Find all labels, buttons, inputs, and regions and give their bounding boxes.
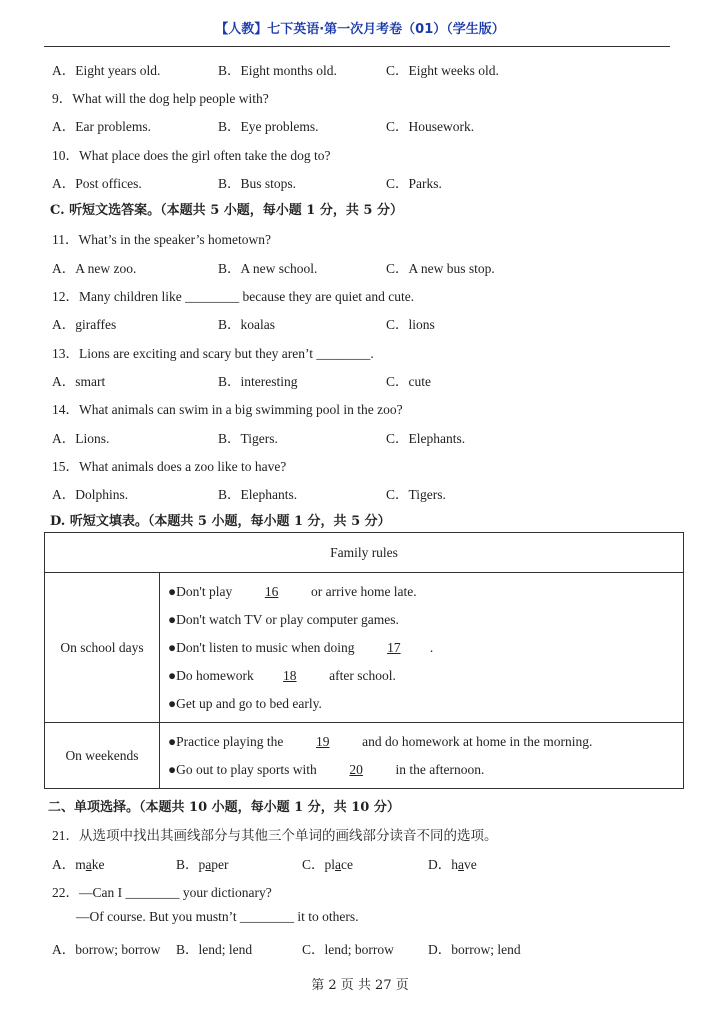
blank-16: 16 — [264, 583, 279, 599]
q10-option-b: B．Bus stops. — [218, 176, 297, 191]
q8-option-b: B．Eight months old. — [218, 63, 337, 78]
blank-17: 17 — [387, 639, 401, 655]
q21-option-d: D．have — [428, 857, 477, 872]
q15-option-c: C．Tigers. — [386, 487, 446, 502]
q21-option-a: A．make — [52, 857, 105, 872]
q15-question: 15．What animals does a zoo like to have? — [52, 459, 287, 474]
section-2-heading: 二、单项选择。（本题共 10 小题，每小题 1 分，共 10 分） — [48, 800, 400, 815]
q22-line-1: 22．—Can I ________ your dictionary? — [52, 885, 272, 900]
q21-option-c: C．place — [302, 857, 354, 872]
q15-option-a: A．Dolphins. — [52, 487, 129, 502]
section-c-heading: C. 听短文选答案。（本题共 5 小题，每小题 1 分，共 5 分） — [50, 203, 403, 218]
page-footer: 第 2 页 共 27 页 — [311, 978, 409, 993]
weekend-rules — [160, 723, 684, 789]
q22-option-c: C．lend; borrow — [302, 942, 394, 957]
q11-option-b: B．A new school. — [218, 261, 318, 276]
q12-question: 12．Many children like ________ because they are quiet and cute. — [52, 289, 415, 304]
q10-option-c: C．Parks. — [386, 176, 442, 191]
header-divider — [44, 46, 670, 47]
blank-18: 18 — [283, 667, 297, 683]
q13-option-b: B．interesting — [218, 374, 298, 389]
q15-option-b: B．Elephants. — [218, 487, 298, 502]
rule-19: ●Practice playing the 19 and do homework at home in the morning. — [160, 728, 683, 756]
rule-17: ●Don't listen to music when doing 17 . — [160, 634, 683, 662]
table-title: Family rules — [45, 533, 684, 573]
blank-19: 19 — [316, 733, 330, 749]
q11-question: 11．What’s in the speaker’s hometown? — [52, 232, 271, 247]
q11-option-a: A．A new zoo. — [52, 261, 137, 276]
q21-question: 21．从选项中找出其画线部分与其他三个单词的画线部分读音不同的选项。 — [52, 828, 498, 843]
q14-option-b: B．Tigers. — [218, 431, 278, 446]
q11-option-c: C．A new bus stop. — [386, 261, 495, 276]
section-d-heading: D. 听短文填表。（本题共 5 小题，每小题 1 分，共 5 分） — [50, 514, 391, 529]
blank-20: 20 — [349, 761, 363, 777]
q22-option-b: B．lend; lend — [176, 942, 253, 957]
q13-question: 13．Lions are exciting and scary but they aren’t ________. — [52, 346, 374, 361]
rule-bedtime: ●Get up and go to bed early. — [168, 695, 322, 711]
q22-option-d: D．borrow; lend — [428, 942, 521, 957]
q14-option-c: C．Elephants. — [386, 431, 466, 446]
q9-question: 9．What will the dog help people with? — [52, 91, 269, 106]
q9-option-b: B．Eye problems. — [218, 119, 319, 134]
q22-line-2: —Of course. But you mustn’t ________ it to others. — [76, 909, 359, 924]
rule-16: ●Don't play 16 or arrive home late. — [160, 578, 683, 606]
page-header: 【人教】七下英语·第一次月考卷（01）（学生版） — [215, 22, 505, 37]
rule-18: ●Do homework 18 after school. — [160, 662, 683, 690]
q8-option-c: C．Eight weeks old. — [386, 63, 499, 78]
q13-option-a: A．smart — [52, 374, 106, 389]
q21-option-b: B．paper — [176, 857, 229, 872]
school-days-label: On school days — [45, 573, 160, 723]
q12-option-a: A．giraffes — [52, 317, 117, 332]
q14-option-a: A．Lions. — [52, 431, 110, 446]
q9-option-c: C．Housework. — [386, 119, 475, 134]
q22-option-a: A．borrow; borrow — [52, 942, 161, 957]
rule-20: ●Go out to play sports with 20 in the afternoon. — [160, 756, 683, 784]
q10-option-a: A．Post offices. — [52, 176, 142, 191]
q12-option-b: B．koalas — [218, 317, 275, 332]
q10-question: 10．What place does the girl often take the dog to? — [52, 148, 331, 163]
q12-option-c: C．lions — [386, 317, 435, 332]
q8-option-a: A．Eight years old. — [52, 63, 161, 78]
rule-tv: ●Don't watch TV or play computer games. — [168, 611, 399, 627]
weekends-label: On weekends — [45, 723, 160, 789]
q13-option-c: C．cute — [386, 374, 431, 389]
q14-question: 14．What animals can swim in a big swimming pool in the zoo? — [52, 402, 403, 417]
q9-option-a: A．Ear problems. — [52, 119, 151, 134]
family-rules-table — [44, 532, 684, 789]
school-days-rules — [160, 573, 684, 723]
